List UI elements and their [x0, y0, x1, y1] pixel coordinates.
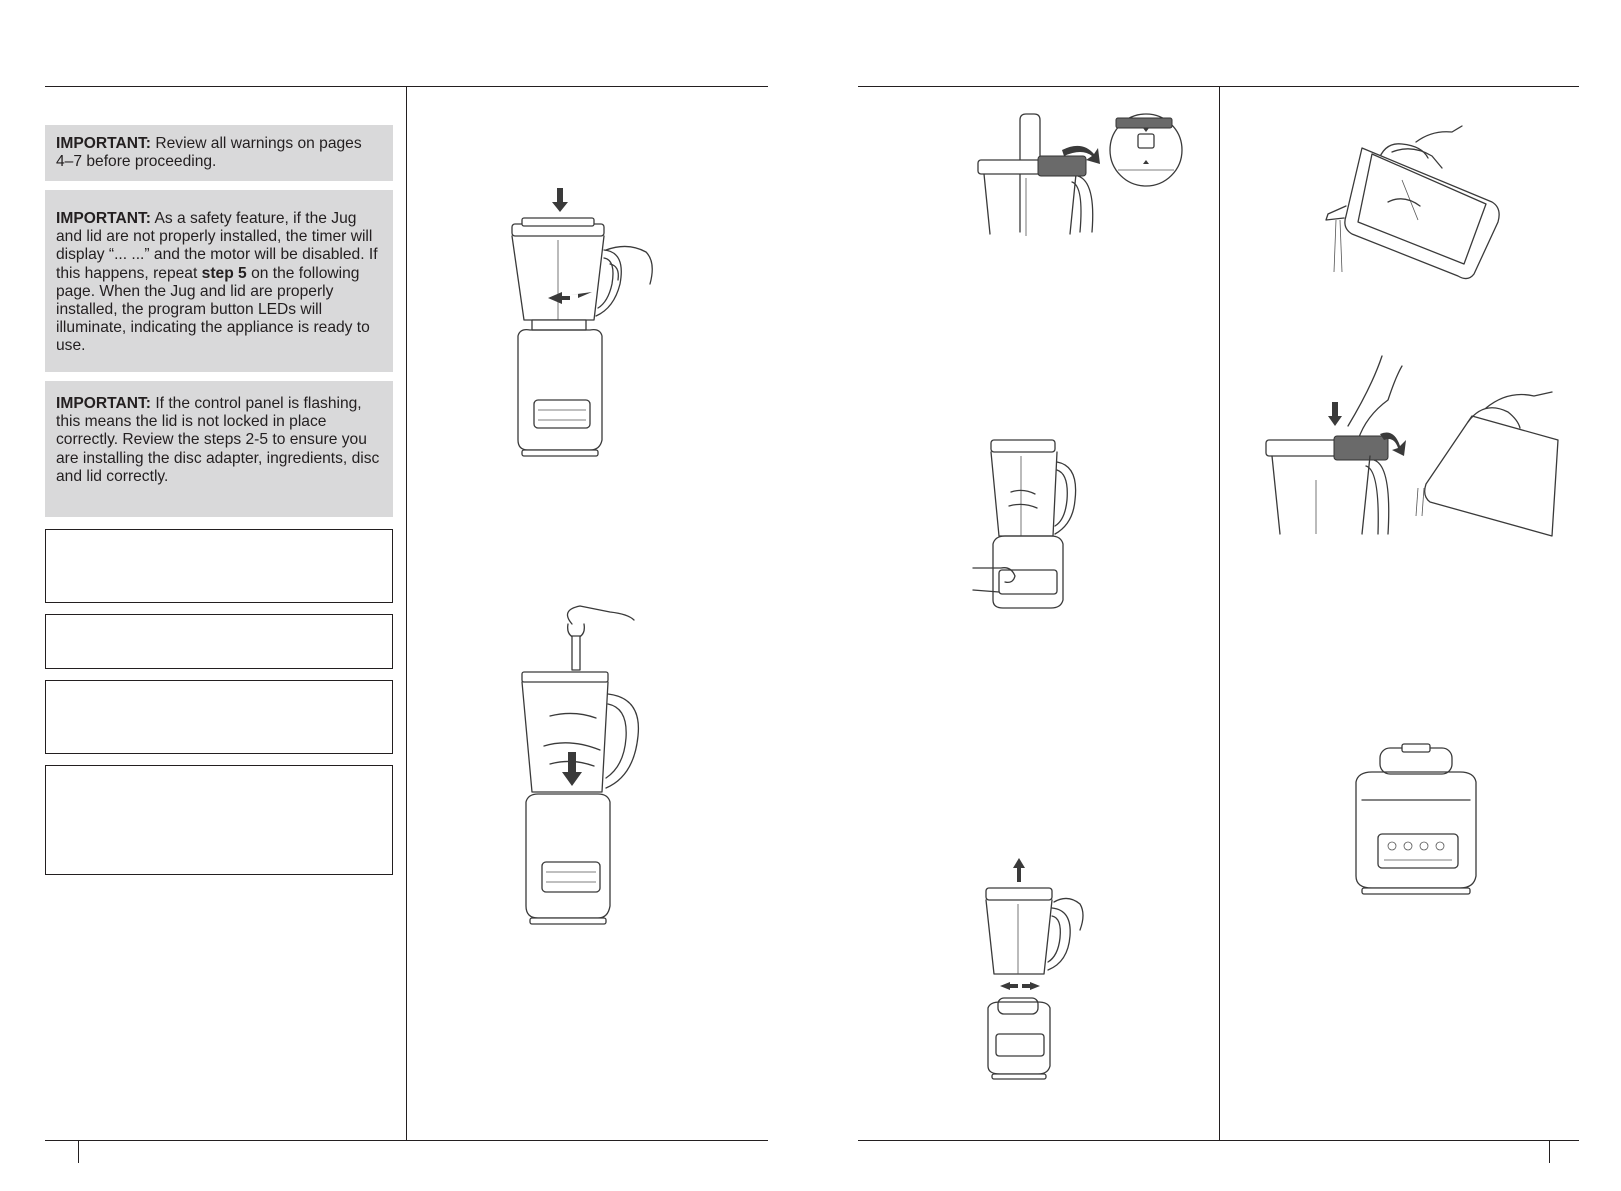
- column-divider-left: [406, 86, 407, 1140]
- blender-jug-insert-illustration: [500, 188, 660, 458]
- important-note-control-panel: [45, 381, 393, 517]
- empty-note-box-4: [45, 765, 393, 875]
- note-lead: IMPORTANT:: [56, 210, 151, 227]
- empty-note-box-2: [45, 614, 393, 669]
- lid-lock-illustration: [978, 112, 1188, 238]
- page-tick-left: [78, 1140, 79, 1163]
- note-text: Review all warnings on pages 4–7 before proceeding.: [56, 135, 362, 171]
- jug-pour-illustration: [1322, 122, 1512, 280]
- jug-lift-off-illustration: [982, 858, 1092, 1080]
- note-lead: IMPORTANT:: [56, 135, 151, 152]
- important-note-warnings: [45, 125, 393, 181]
- note-step-ref: step 5: [201, 264, 247, 282]
- page-tick-right: [1549, 1140, 1550, 1163]
- blender-blade-assembly-illustration: [510, 606, 660, 926]
- lid-release-pour-illustration: [1262, 356, 1562, 534]
- note-text-cont: on the following page. When the Jug and lid are properly installed, the program button LEDs will illuminate, indicating the appliance is ready to use.: [56, 264, 370, 355]
- empty-note-box-3: [45, 680, 393, 754]
- note-text: If the control panel is flashing, this means the lid is not locked in place correctly. Review the steps 2-5 to ensure you are installing the disc adapter, ingredients, disc and lid correctly.: [56, 395, 380, 485]
- note-lead: IMPORTANT:: [56, 395, 151, 412]
- motor-base-illustration: [1350, 744, 1484, 896]
- important-note-safety: [45, 190, 393, 372]
- column-divider-right: [1219, 86, 1220, 1140]
- note-text: As a safety feature, if the Jug and lid are not properly installed, the timer will display “... ...” and the motor will be disabled. If this happens, repeat: [56, 210, 378, 282]
- bottom-rule-left: [45, 1140, 768, 1141]
- empty-note-box-1: [45, 529, 393, 603]
- control-panel-press-illustration: [975, 440, 1087, 612]
- bottom-rule-right: [858, 1140, 1579, 1141]
